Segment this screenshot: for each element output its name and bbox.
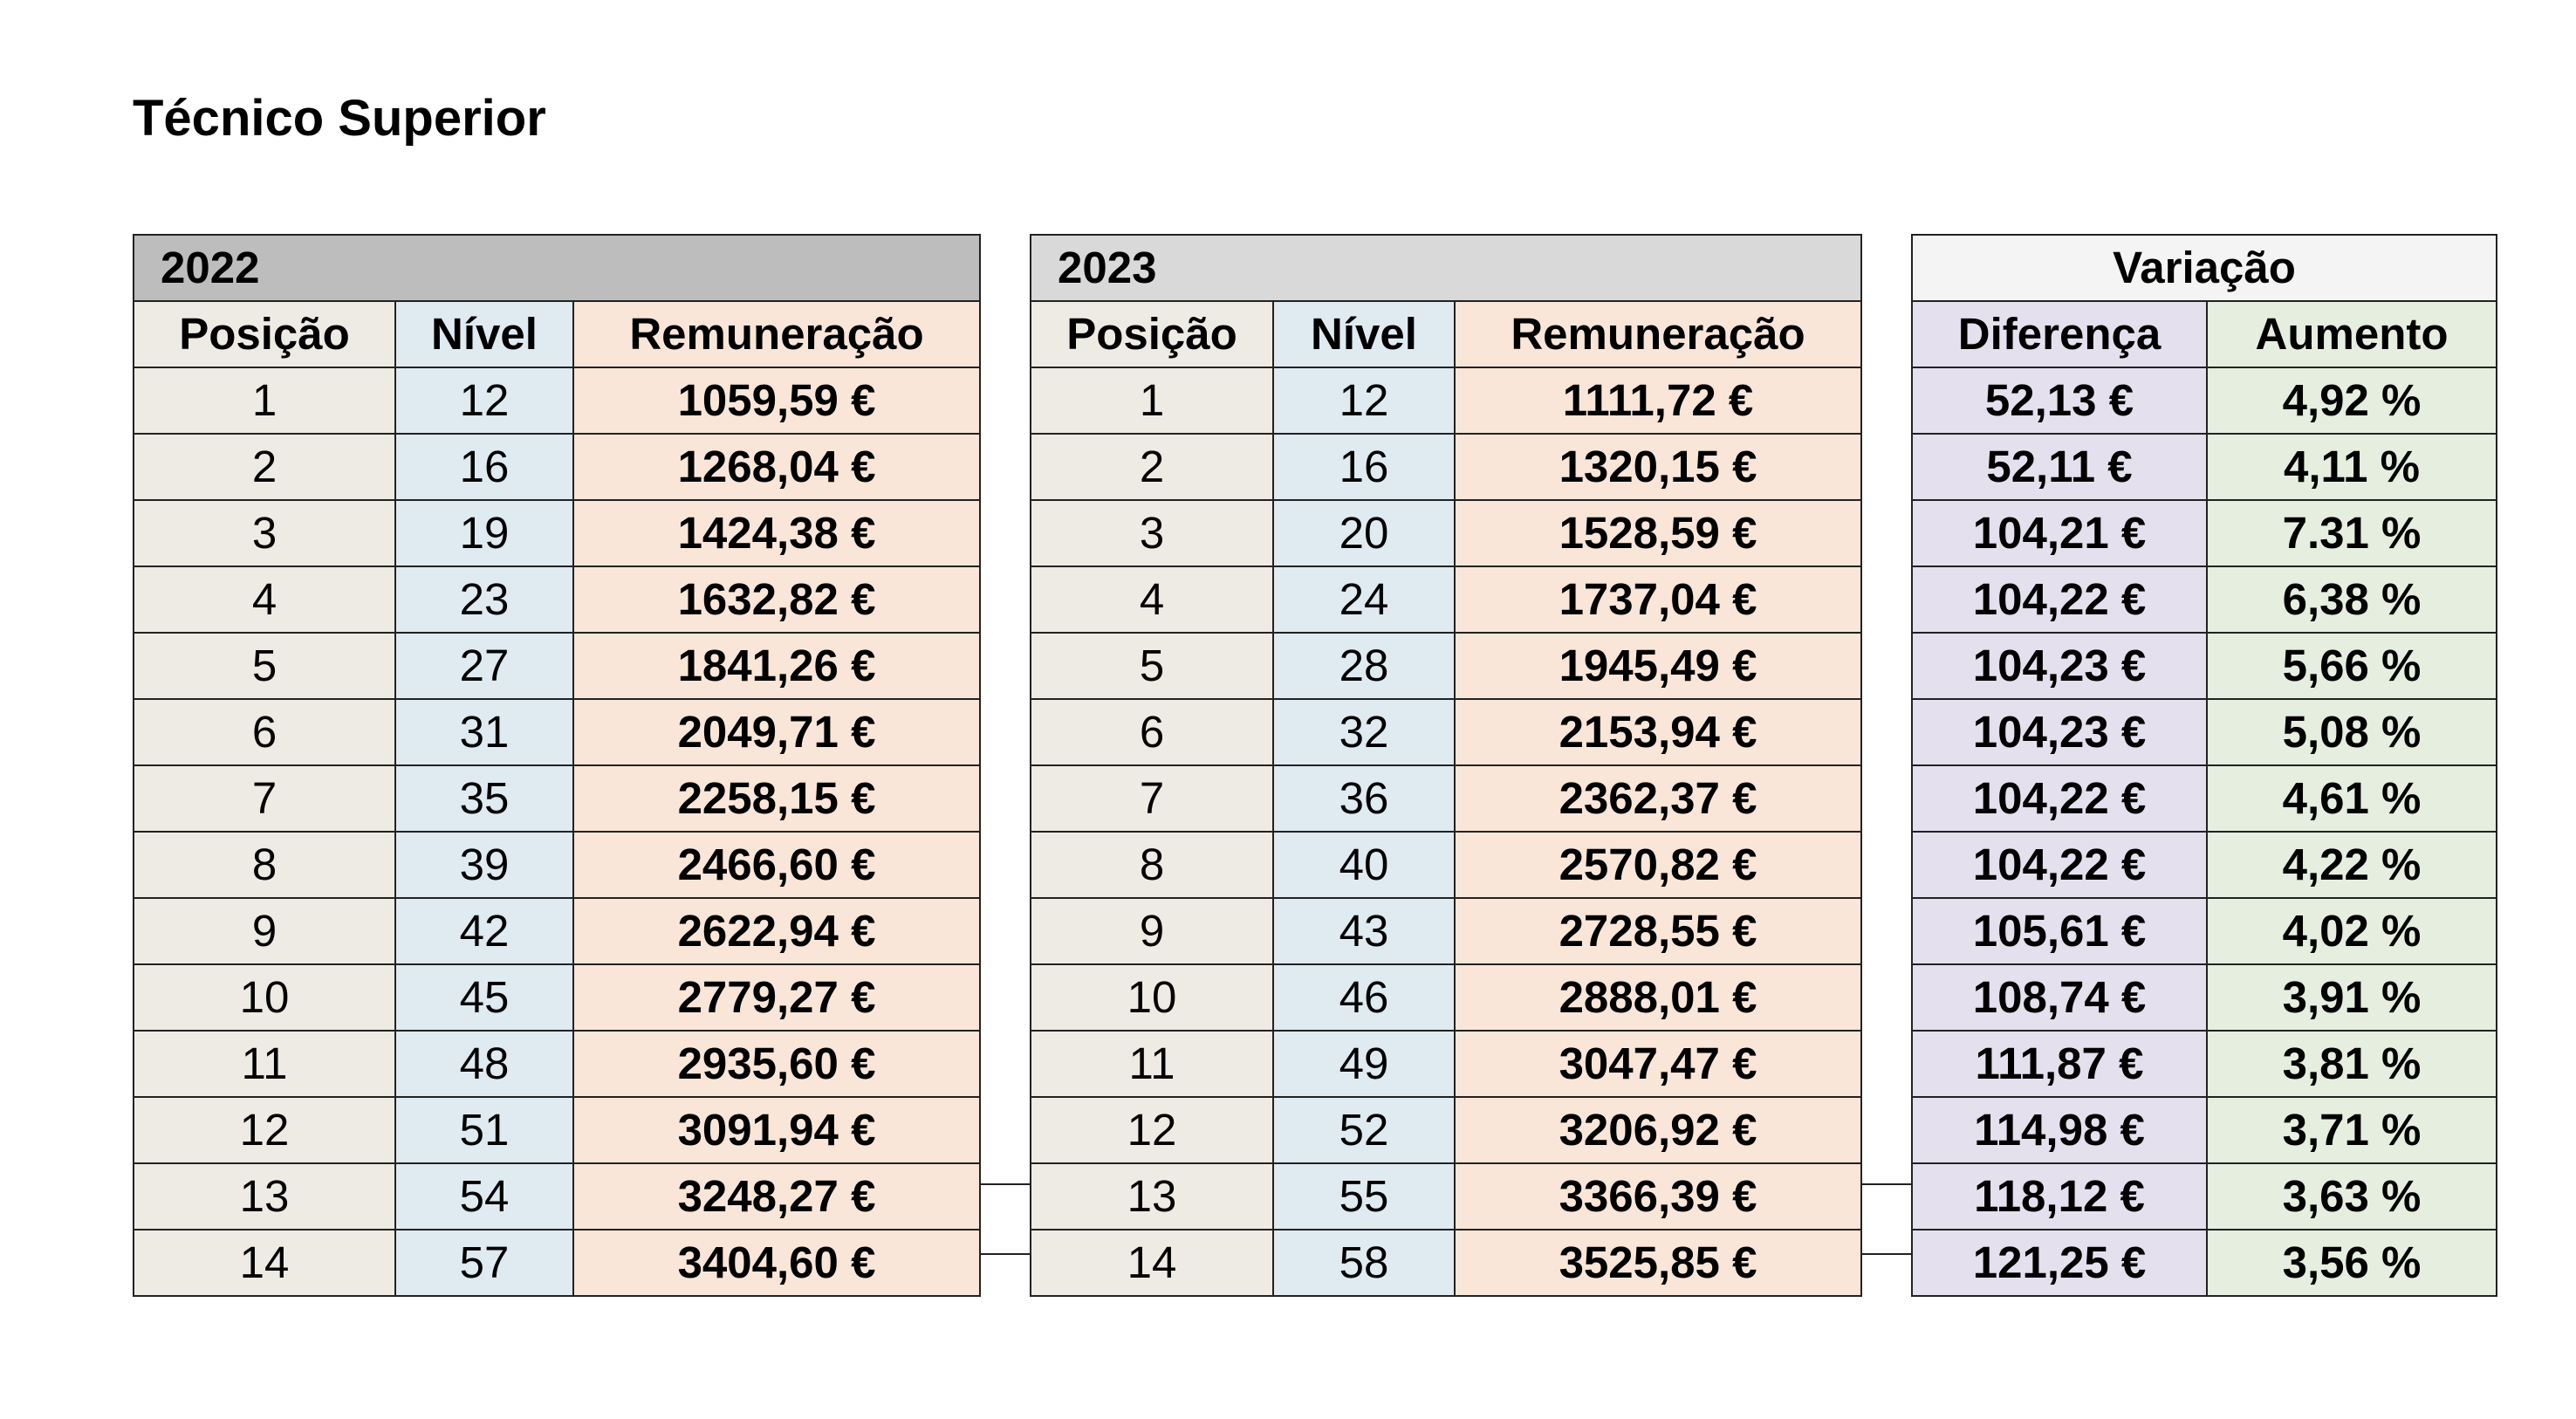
cell-nivel: 54 <box>395 1163 573 1230</box>
column-header-remuneracao: Remuneração <box>573 301 980 367</box>
cell-posicao: 12 <box>134 1097 395 1163</box>
table-row <box>1031 434 1861 500</box>
cell-remuneracao: 3404,60 € <box>573 1230 980 1296</box>
connector-line <box>1860 1253 1911 1255</box>
cell-posicao: 14 <box>1031 1230 1273 1296</box>
cell-diferenca: 52,13 € <box>1912 367 2207 434</box>
cell-remuneracao: 2258,15 € <box>573 765 980 832</box>
page-title: Técnico Superior <box>133 90 546 147</box>
cell-remuneracao: 2570,82 € <box>1455 832 1861 898</box>
table-row <box>1031 898 1861 964</box>
table-row <box>1031 633 1861 699</box>
column-header-nivel: Nível <box>1273 301 1455 367</box>
cell-posicao: 10 <box>1031 964 1273 1031</box>
cell-remuneracao: 3525,85 € <box>1455 1230 1861 1296</box>
cell-diferenca: 104,21 € <box>1912 500 2207 566</box>
cell-diferenca: 104,23 € <box>1912 633 2207 699</box>
table-row <box>134 898 980 964</box>
table-variacao <box>1911 234 2497 1297</box>
cell-aumento: 3,63 % <box>2207 1163 2497 1230</box>
table-row <box>134 566 980 633</box>
cell-remuneracao: 3091,94 € <box>573 1097 980 1163</box>
cell-nivel: 12 <box>395 367 573 434</box>
table-row <box>1912 964 2497 1031</box>
cell-posicao: 4 <box>134 566 395 633</box>
table-variacao-body <box>1912 367 2497 1296</box>
column-header-posicao: Posição <box>1031 301 1273 367</box>
cell-remuneracao: 2153,94 € <box>1455 699 1861 765</box>
cell-nivel: 40 <box>1273 832 1455 898</box>
cell-aumento: 4,02 % <box>2207 898 2497 964</box>
cell-remuneracao: 2049,71 € <box>573 699 980 765</box>
cell-posicao: 14 <box>134 1230 395 1296</box>
cell-diferenca: 104,22 € <box>1912 566 2207 633</box>
cell-remuneracao: 2622,94 € <box>573 898 980 964</box>
table-row <box>134 699 980 765</box>
table-row <box>1912 1097 2497 1163</box>
cell-nivel: 48 <box>395 1031 573 1097</box>
column-header-remuneracao: Remuneração <box>1455 301 1861 367</box>
cell-nivel: 28 <box>1273 633 1455 699</box>
cell-aumento: 4,61 % <box>2207 765 2497 832</box>
table-row <box>1031 765 1861 832</box>
cell-nivel: 16 <box>1273 434 1455 500</box>
cell-remuneracao: 2728,55 € <box>1455 898 1861 964</box>
cell-aumento: 3,71 % <box>2207 1097 2497 1163</box>
cell-remuneracao: 3248,27 € <box>573 1163 980 1230</box>
variacao-header: Variação <box>1912 235 2497 301</box>
cell-posicao: 10 <box>134 964 395 1031</box>
table-2022-body <box>134 367 980 1296</box>
table-row <box>134 633 980 699</box>
cell-nivel: 31 <box>395 699 573 765</box>
cell-nivel: 46 <box>1273 964 1455 1031</box>
cell-nivel: 35 <box>395 765 573 832</box>
column-header-nivel: Nível <box>395 301 573 367</box>
cell-remuneracao: 2935,60 € <box>573 1031 980 1097</box>
cell-nivel: 27 <box>395 633 573 699</box>
column-header-diferenca: Diferença <box>1912 301 2207 367</box>
cell-diferenca: 108,74 € <box>1912 964 2207 1031</box>
cell-remuneracao: 3047,47 € <box>1455 1031 1861 1097</box>
cell-posicao: 9 <box>134 898 395 964</box>
cell-diferenca: 104,23 € <box>1912 699 2207 765</box>
cell-remuneracao: 3206,92 € <box>1455 1097 1861 1163</box>
table-row <box>1912 898 2497 964</box>
table-row <box>1912 633 2497 699</box>
cell-diferenca: 104,22 € <box>1912 765 2207 832</box>
cell-posicao: 11 <box>134 1031 395 1097</box>
year-header-2022: 2022 <box>134 235 980 301</box>
cell-remuneracao: 1424,38 € <box>573 500 980 566</box>
cell-aumento: 3,56 % <box>2207 1230 2497 1296</box>
cell-posicao: 8 <box>134 832 395 898</box>
table-row <box>1031 1230 1861 1296</box>
cell-aumento: 5,66 % <box>2207 633 2497 699</box>
cell-diferenca: 121,25 € <box>1912 1230 2207 1296</box>
cell-diferenca: 104,22 € <box>1912 832 2207 898</box>
cell-posicao: 11 <box>1031 1031 1273 1097</box>
cell-posicao: 5 <box>134 633 395 699</box>
cell-diferenca: 114,98 € <box>1912 1097 2207 1163</box>
table-2023-body <box>1031 367 1861 1296</box>
column-header-aumento: Aumento <box>2207 301 2497 367</box>
table-2023 <box>1030 234 1862 1297</box>
table-row <box>1031 699 1861 765</box>
table-row <box>1031 832 1861 898</box>
connector-line <box>979 1253 1030 1255</box>
cell-nivel: 16 <box>395 434 573 500</box>
cell-aumento: 3,81 % <box>2207 1031 2497 1097</box>
cell-posicao: 7 <box>134 765 395 832</box>
table-row <box>1912 1163 2497 1230</box>
cell-posicao: 12 <box>1031 1097 1273 1163</box>
table-row <box>1031 1031 1861 1097</box>
cell-posicao: 3 <box>1031 500 1273 566</box>
table-row <box>1031 1097 1861 1163</box>
cell-aumento: 4,92 % <box>2207 367 2497 434</box>
cell-remuneracao: 1945,49 € <box>1455 633 1861 699</box>
cell-remuneracao: 1841,26 € <box>573 633 980 699</box>
cell-posicao: 5 <box>1031 633 1273 699</box>
table-row <box>1912 699 2497 765</box>
cell-posicao: 1 <box>1031 367 1273 434</box>
table-row <box>1912 566 2497 633</box>
cell-remuneracao: 1632,82 € <box>573 566 980 633</box>
cell-aumento: 7.31 % <box>2207 500 2497 566</box>
cell-diferenca: 105,61 € <box>1912 898 2207 964</box>
table-2022 <box>133 234 981 1297</box>
cell-posicao: 6 <box>134 699 395 765</box>
cell-aumento: 3,91 % <box>2207 964 2497 1031</box>
cell-remuneracao: 2466,60 € <box>573 832 980 898</box>
cell-nivel: 45 <box>395 964 573 1031</box>
year-header-2023: 2023 <box>1031 235 1861 301</box>
table-row <box>134 1230 980 1296</box>
cell-posicao: 13 <box>1031 1163 1273 1230</box>
table-row <box>1912 500 2497 566</box>
cell-remuneracao: 1059,59 € <box>573 367 980 434</box>
cell-nivel: 39 <box>395 832 573 898</box>
table-row <box>134 500 980 566</box>
connector-line <box>1860 1183 1911 1185</box>
cell-nivel: 43 <box>1273 898 1455 964</box>
table-row <box>1912 367 2497 434</box>
table-row <box>1031 964 1861 1031</box>
column-header-posicao: Posição <box>134 301 395 367</box>
cell-nivel: 23 <box>395 566 573 633</box>
cell-aumento: 6,38 % <box>2207 566 2497 633</box>
cell-posicao: 6 <box>1031 699 1273 765</box>
table-row <box>1912 1230 2497 1296</box>
cell-nivel: 36 <box>1273 765 1455 832</box>
cell-nivel: 20 <box>1273 500 1455 566</box>
table-row <box>134 964 980 1031</box>
table-row <box>1031 500 1861 566</box>
cell-posicao: 4 <box>1031 566 1273 633</box>
cell-nivel: 42 <box>395 898 573 964</box>
cell-remuneracao: 2779,27 € <box>573 964 980 1031</box>
cell-nivel: 52 <box>1273 1097 1455 1163</box>
table-row <box>134 434 980 500</box>
cell-diferenca: 111,87 € <box>1912 1031 2207 1097</box>
table-row <box>1912 434 2497 500</box>
table-row <box>134 832 980 898</box>
cell-remuneracao: 1268,04 € <box>573 434 980 500</box>
cell-posicao: 13 <box>134 1163 395 1230</box>
table-row <box>134 1097 980 1163</box>
table-row <box>134 765 980 832</box>
cell-remuneracao: 1320,15 € <box>1455 434 1861 500</box>
cell-nivel: 55 <box>1273 1163 1455 1230</box>
cell-remuneracao: 1528,59 € <box>1455 500 1861 566</box>
table-row <box>134 1163 980 1230</box>
cell-aumento: 4,11 % <box>2207 434 2497 500</box>
cell-nivel: 12 <box>1273 367 1455 434</box>
cell-aumento: 4,22 % <box>2207 832 2497 898</box>
cell-posicao: 8 <box>1031 832 1273 898</box>
cell-diferenca: 118,12 € <box>1912 1163 2207 1230</box>
cell-remuneracao: 3366,39 € <box>1455 1163 1861 1230</box>
cell-nivel: 49 <box>1273 1031 1455 1097</box>
cell-remuneracao: 1737,04 € <box>1455 566 1861 633</box>
table-row <box>1031 566 1861 633</box>
cell-diferenca: 52,11 € <box>1912 434 2207 500</box>
cell-remuneracao: 2362,37 € <box>1455 765 1861 832</box>
cell-posicao: 2 <box>1031 434 1273 500</box>
cell-posicao: 2 <box>134 434 395 500</box>
connector-line <box>979 1183 1030 1185</box>
cell-nivel: 58 <box>1273 1230 1455 1296</box>
table-row <box>1031 367 1861 434</box>
cell-posicao: 3 <box>134 500 395 566</box>
table-row <box>1031 1163 1861 1230</box>
table-row <box>1912 765 2497 832</box>
cell-nivel: 19 <box>395 500 573 566</box>
cell-nivel: 57 <box>395 1230 573 1296</box>
table-row <box>1912 1031 2497 1097</box>
table-row <box>1912 832 2497 898</box>
table-row <box>134 367 980 434</box>
cell-nivel: 32 <box>1273 699 1455 765</box>
cell-posicao: 1 <box>134 367 395 434</box>
cell-posicao: 7 <box>1031 765 1273 832</box>
cell-remuneracao: 1111,72 € <box>1455 367 1861 434</box>
cell-nivel: 51 <box>395 1097 573 1163</box>
cell-nivel: 24 <box>1273 566 1455 633</box>
cell-aumento: 5,08 % <box>2207 699 2497 765</box>
table-row <box>134 1031 980 1097</box>
cell-posicao: 9 <box>1031 898 1273 964</box>
cell-remuneracao: 2888,01 € <box>1455 964 1861 1031</box>
